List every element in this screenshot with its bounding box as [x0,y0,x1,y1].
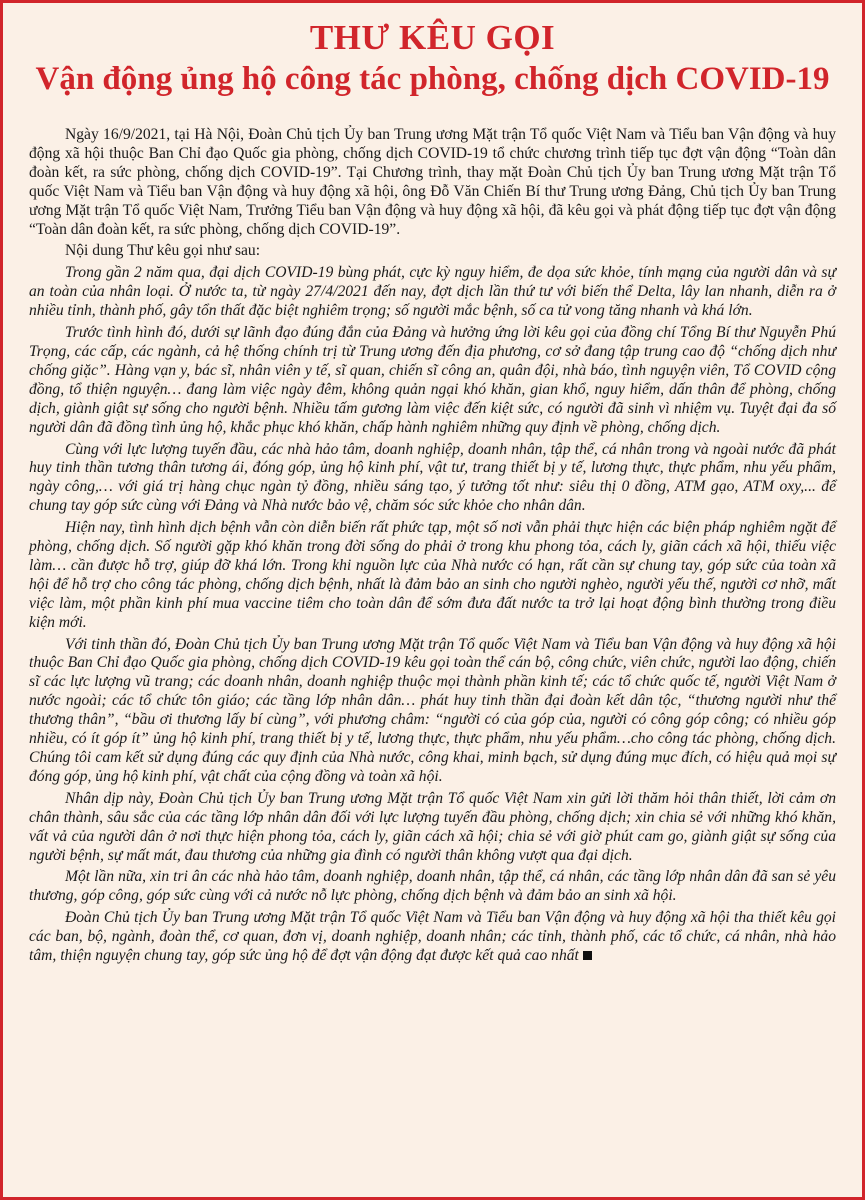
paragraph-gratitude: Nhân dịp này, Đoàn Chủ tịch Ủy ban Trung ương Mặt trận Tổ quốc Việt Nam xin gửi lời thăm hỏi thân thiết, lời cảm ơn chân thành, sâu sắc của các tầng lớp nhân dân đối với lực lượng tuyến đầu phòng, chống dịch; xin chia sẻ với những khó khăn, vất vả của người dân ở nơi thực hiện phong tỏa, cách ly, giãn cách xã hội; chia sẻ với giờ phút cam go, giành giật sự sống của người bệnh, sự mất mát, đau thương của những gia đình có người thân không vượt qua đại dịch. [29,789,836,864]
paragraph-situation: Trong gần 2 năm qua, đại dịch COVID-19 bùng phát, cực kỳ nguy hiểm, đe dọa sức khỏe, tính mạng của người dân và sự an toàn của nhân loại. Ở nước ta, từ ngày 27/4/2021 đến nay, đợt dịch lần thứ tư với biến thể Delta, lây lan nhanh, diễn ra ở nhiều tỉnh, thành phố, gây tổn thất đặc biệt nghiêm trọng; số người mắc bệnh, số ca tử vong tăng nhanh và khá lớn. [29,264,836,320]
paragraph-intro: Ngày 16/9/2021, tại Hà Nội, Đoàn Chủ tịch Ủy ban Trung ương Mặt trận Tổ quốc Việt Nam và Tiểu ban Vận động và huy động xã hội thuộc Ban Chỉ đạo Quốc gia phòng, chống dịch COVID-19 tổ chức chương trình tiếp tục đợt vận động “Toàn dân đoàn kết, ra sức phòng, chống dịch COVID-19”. Tại Chương trình, thay mặt Đoàn Chủ tịch Ủy ban Trung ương Mặt trận Tổ quốc Việt Nam và Tiểu ban Vận động và huy động xã hội, ông Đỗ Văn Chiến Bí thư Trung ương Đảng, Chủ tịch Ủy ban Trung ương Mặt trận Tổ quốc Việt Nam, Trưởng Tiểu ban Vận động và huy động xã hội, đã kêu gọi và phát động tiếp tục đợt vận động “Toàn dân đoàn kết, ra sức phòng, chống dịch COVID-19”. [29,126,836,238]
paragraph-lead-in: Nội dung Thư kêu gọi như sau: [65,242,261,260]
paragraph-thanks: Một lần nữa, xin tri ân các nhà hảo tâm, doanh nghiệp, doanh nhân, tập thể, cá nhân, các tầng lớp nhân dân đã san sẻ yêu thương, góp công, góp sức cùng với cả nước nỗ lực phòng, chống dịch bệnh và đảm bảo an sinh xã hội. [29,868,836,905]
letter-subtitle: Vận động ủng hộ công tác phòng, chống dịch COVID-19 [35,61,830,97]
end-of-article-mark [583,951,592,960]
paragraph-leadership: Trước tình hình đó, dưới sự lãnh đạo đúng đắn của Đảng và hưởng ứng lời kêu gọi của đồng chí Tổng Bí thư Nguyễn Phú Trọng, các cấp, các ngành, cả hệ thống chính trị từ Trung ương đến địa phương, cơ sở đang tập trung cao độ “chống dịch như chống giặc”. Hàng vạn y, bác sĩ, nhân viên y tế, sĩ quan, chiến sĩ công an, quân đội, nhà báo, tình nguyện viên, Tổ COVID cộng đồng, tổ thiện nguyện… đang làm việc ngày đêm, không quản ngại khó khăn, gian khổ, nguy hiểm, dấn thân để phòng, chống dịch, giành giật sự sống cho người bệnh. Nhiều tấm gương làm việc đến kiệt sức, có người đã sinh vì nhiệm vụ. Tuyệt đại đa số người dân đã đồng tình ủng hộ, khắc phục khó khăn, chấp hành nghiêm những quy định về phòng, chống dịch. [29,324,836,436]
paragraph-final-appeal [29,909,836,966]
paragraph-call-to-action: Với tinh thần đó, Đoàn Chủ tịch Ủy ban Trung ương Mặt trận Tổ quốc Việt Nam và Tiểu ban Vận động và huy động xã hội thuộc Ban Chỉ đạo Quốc gia phòng, chống dịch COVID-19 kêu gọi toàn thể cán bộ, công chức, viên chức, người lao động, chiến sĩ các lực lượng vũ trang; các doanh nhân, doanh nghiệp thuộc mọi thành phần kinh tế; các tổ chức quốc tế, người Việt Nam ở nước ngoài; các tổ chức tôn giáo; các tầng lớp nhân dân… phát huy tinh thần đại đoàn kết dân tộc, “thương người như thể thương thân”, “bầu ơi thương lấy bí cùng”, với phương châm: “người có của góp của, người có công góp công; có nhiều góp nhiều, có ít góp ít” ủng hộ kinh phí, trang thiết bị y tế, lương thực, thực phẩm, nhu yếu phẩm…cho công tác phòng, chống dịch. Chúng tôi cam kết sử dụng đúng các quy định của Nhà nước, công khai, minh bạch, sử dụng đúng mục đích, có hiệu quả mọi sự đóng góp, ủng hộ kinh phí, vật chất của cộng đồng và toàn xã hội. [29,635,836,785]
paragraph-donors: Cùng với lực lượng tuyến đầu, các nhà hảo tâm, doanh nghiệp, doanh nhân, tập thể, cá nhân trong và ngoài nước đã phát huy tinh thần tương thân tương ái, đóng góp, ủng hộ kinh phí, vật tư, trang thiết bị y tế, lương thực, thực phẩm, nhu yếu phẩm, ngày công,… với giá trị hàng chục ngàn tỷ đồng, nhiều sáng tạo, ý tưởng tốt như: siêu thị 0 đồng, ATM gạo, ATM oxy,... để chung tay góp sức cùng với Đảng và Nhà nước bảo vệ, chăm sóc sức khỏe cho nhân dân. [29,440,836,515]
letter-title: THƯ KÊU GỌI [309,18,556,57]
letter-body [29,126,836,966]
paragraph-current-status: Hiện nay, tình hình dịch bệnh vẫn còn diễn biến rất phức tạp, một số nơi vẫn phải thực hiện các biện pháp nghiêm ngặt để phòng, chống dịch. Số người gặp khó khăn trong đời sống do phải ở trong khu phong tỏa, cách ly, giãn cách xã hội, thiếu việc làm… cần được hỗ trợ, giúp đỡ khá lớn. Trong khi nguồn lực của Nhà nước có hạn, rất cần sự chung tay, góp sức của toàn xã hội để hỗ trợ cho công tác phòng, chống dịch bệnh, nhất là đảm bảo an sinh cho người nghèo, người yếu thế, người cơ nhỡ, mất việc làm, một phần kinh phí mua vaccine tiêm cho toàn dân để sớm đưa đất nước ta trở lại hoạt động bình thường trong điều kiện mới. [29,519,836,631]
paragraph-final-appeal-text: Đoàn Chủ tịch Ủy ban Trung ương Mặt trận Tổ quốc Việt Nam và Tiểu ban Vận động và huy động xã hội tha thiết kêu gọi các ban, bộ, ngành, đoàn thể, cơ quan, đơn vị, doanh nghiệp, doanh nhân; các tỉnh, thành phố, các tổ chức, cá nhân, nhà hảo tâm, thiện nguyện chung tay, góp sức ủng hộ để đợt vận động đạt được kết quả cao nhất [29,909,836,965]
